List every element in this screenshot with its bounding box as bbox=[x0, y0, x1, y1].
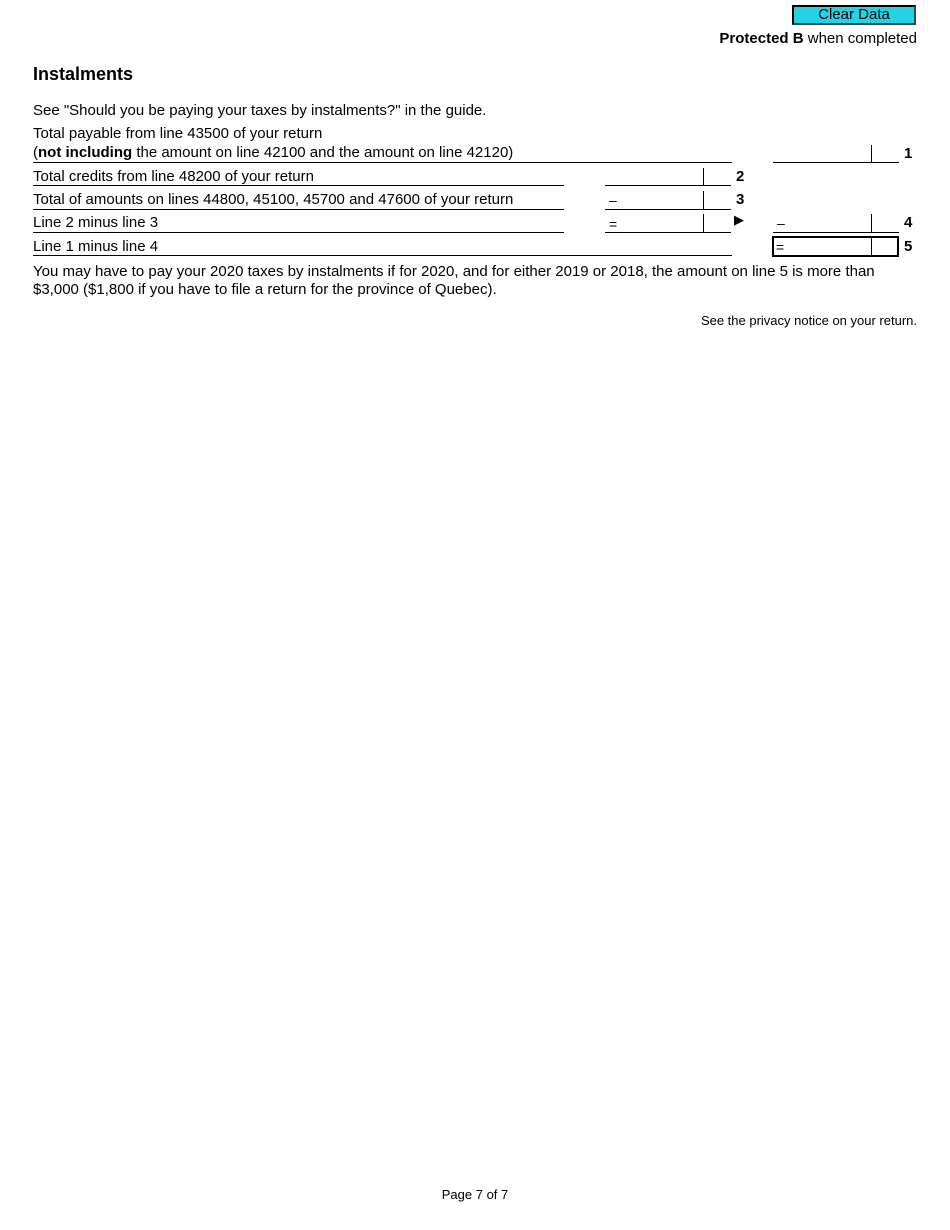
protected-b-suffix: when completed bbox=[803, 30, 917, 47]
line4-left-field-underline bbox=[605, 232, 731, 233]
line1-label-rest: the amount on line 42100 and the amount on line 42120) bbox=[132, 144, 514, 161]
line3-number: 3 bbox=[736, 191, 745, 208]
line2-amount-field[interactable] bbox=[605, 166, 731, 185]
line3-field-underline bbox=[605, 209, 731, 210]
privacy-notice: See the privacy notice on your return. bbox=[700, 313, 917, 328]
line5-equals-sign: = bbox=[776, 239, 785, 255]
line5-rule bbox=[33, 255, 732, 256]
line1-label-b bbox=[33, 144, 513, 161]
arrow-right-icon: ▶ bbox=[734, 212, 744, 227]
line3-amount-field[interactable] bbox=[605, 189, 731, 209]
line3-minus-sign: – bbox=[609, 192, 617, 208]
protected-b-label: Protected B bbox=[719, 30, 804, 47]
line2-label: Total credits from line 48200 of your return bbox=[33, 168, 314, 185]
line5-label: Line 1 minus line 4 bbox=[33, 238, 159, 255]
line1-rule bbox=[33, 162, 732, 163]
line4-number: 4 bbox=[904, 214, 913, 231]
line4-equals-sign: = bbox=[609, 216, 618, 232]
line2-rule bbox=[33, 185, 564, 186]
line1-number: 1 bbox=[904, 145, 913, 162]
line3-label: Total of amounts on lines 44800, 45100, 45700 and 47600 of your return bbox=[33, 191, 514, 208]
line5-amount-field[interactable] bbox=[772, 236, 899, 257]
protected-b-notice bbox=[719, 30, 917, 47]
intro-text: See "Should you be paying your taxes by instalments?" in the guide. bbox=[33, 102, 487, 119]
line4-minus-sign: – bbox=[777, 215, 785, 231]
line2-number: 2 bbox=[736, 168, 745, 185]
page-number: Page 7 of 7 bbox=[441, 1187, 509, 1202]
line5-number: 5 bbox=[904, 238, 913, 255]
line4-rule bbox=[33, 232, 564, 233]
section-title: Instalments bbox=[33, 64, 134, 84]
line3-rule bbox=[33, 209, 564, 210]
line1-amount-field[interactable] bbox=[773, 143, 899, 162]
line2-field-underline bbox=[605, 185, 731, 186]
line4-label: Line 2 minus line 3 bbox=[33, 214, 159, 231]
line4-right-amount-field[interactable] bbox=[773, 212, 899, 232]
line1-label-a: Total payable from line 43500 of your return bbox=[33, 125, 323, 142]
clear-data-button[interactable]: Clear Data bbox=[792, 5, 916, 25]
line1-label-bold: not including bbox=[38, 144, 133, 161]
line1-field-underline bbox=[773, 162, 899, 163]
line4-right-field-underline bbox=[773, 232, 899, 233]
line4-left-amount-field[interactable] bbox=[605, 212, 731, 232]
line5-cents-divider bbox=[871, 238, 872, 255]
line1-label-open: ( bbox=[33, 144, 38, 161]
instalment-note: You may have to pay your 2020 taxes by instalments if for 2020, and for either 2019 or 2018, the amount on line 5 is more than $3,000 ($1,800 if you have to file a return for the province of Quebec). bbox=[33, 263, 875, 298]
